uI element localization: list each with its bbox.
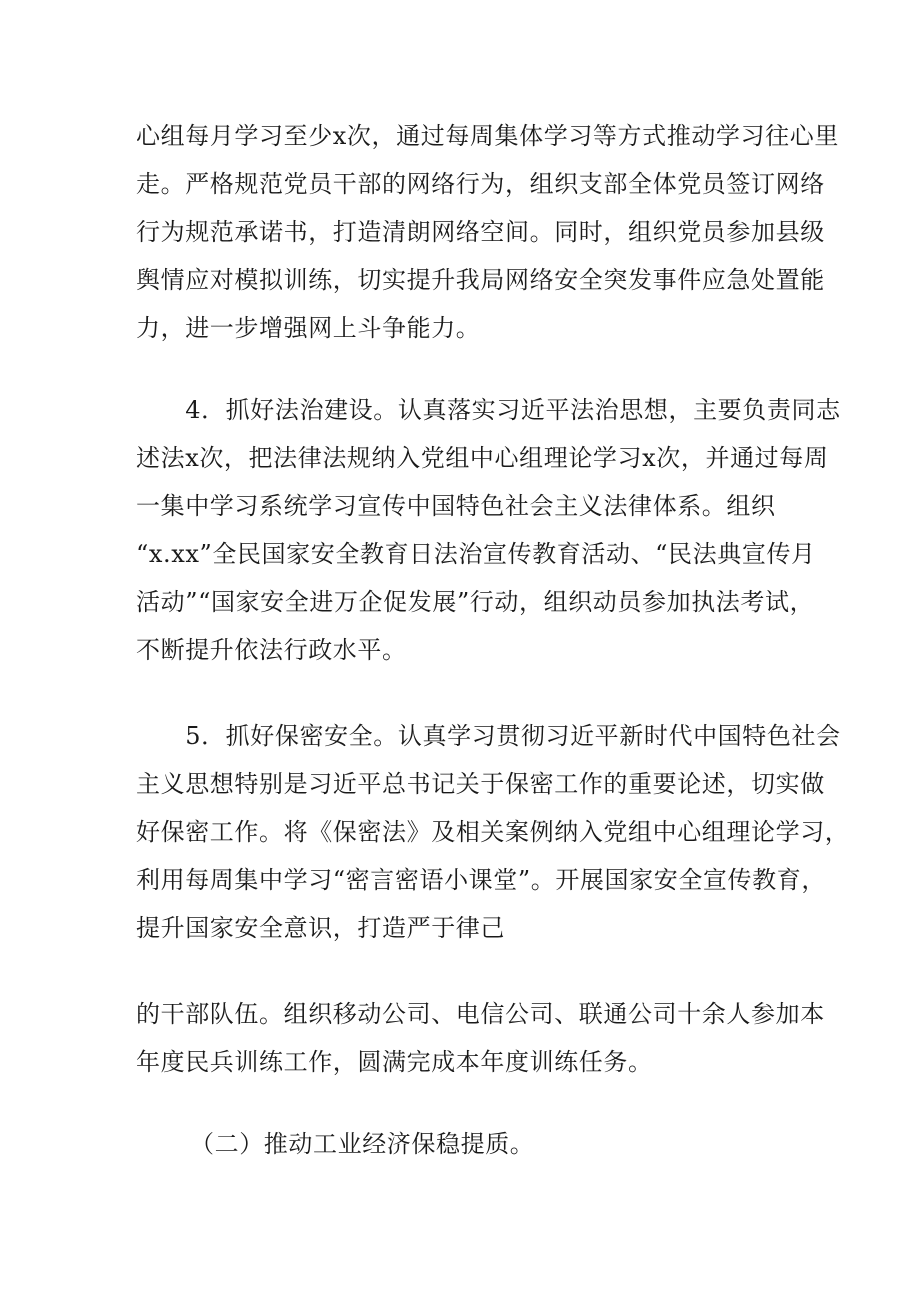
text-line: “x.xx”全民国家安全教育日法治宣传教育活动、“民法典宣传月 (136, 540, 816, 568)
text-line: 年度民兵训练工作，圆满完成本年度训练任务。 (136, 1048, 653, 1076)
text-line: 提升国家安全意识，打造严于律己 (136, 914, 505, 942)
text-line: 力，进一步增强网上斗争能力。 (136, 314, 481, 342)
paragraph-confidentiality (136, 712, 850, 952)
text-line: 舆情应对模拟训练，切实提升我局网络安全突发事件应急处置能 (136, 266, 825, 294)
text-line: 5．抓好保密安全。认真学习贯彻习近平新时代中国特色社会 (136, 722, 841, 750)
text-line: 一集中学习系统学习宣传中国特色社会主义法律体系。组织 (136, 492, 776, 520)
text-line: 的干部队伍。组织移动公司、电信公司、联通公司十余人参加本 (136, 1000, 825, 1028)
text-line: 4．抓好法治建设。认真落实习近平法治思想，主要负责同志 (136, 396, 841, 424)
text-line: 主义思想特别是习近平总书记关于保密工作的重要论述，切实做 (136, 770, 825, 798)
text-line: 心组每月学习至少x次，通过每周集体学习等方式推动学习往心里 (136, 122, 839, 150)
text-line: 不断提升依法行政水平。 (136, 636, 407, 664)
text-line: 述法x次，把法律法规纳入党组中心组理论学习x次，并通过每周 (136, 444, 829, 472)
paragraph-rule-of-law (136, 386, 841, 674)
text-line: 活动”“国家安全进万企促发展”行动，组织动员参加执法考试， (136, 588, 815, 616)
text-line: 利用每周集中学习“密言密语小课堂”。开展国家安全宣传教育， (136, 866, 826, 894)
text-line: 走。严格规范党员干部的网络行为，组织支部全体党员签订网络 (136, 170, 825, 198)
paragraph-militia-training (136, 990, 825, 1086)
text-line: 好保密工作。将《保密法》及相关案例纳入党组中心组理论学习， (136, 818, 850, 846)
text-line: 行为规范承诺书，打造清朗网络空间。同时，组织党员参加县级 (136, 218, 825, 246)
section-heading: （二）推动工业经济保稳提质。 (190, 1130, 535, 1158)
paragraph-network-discipline (136, 112, 839, 352)
